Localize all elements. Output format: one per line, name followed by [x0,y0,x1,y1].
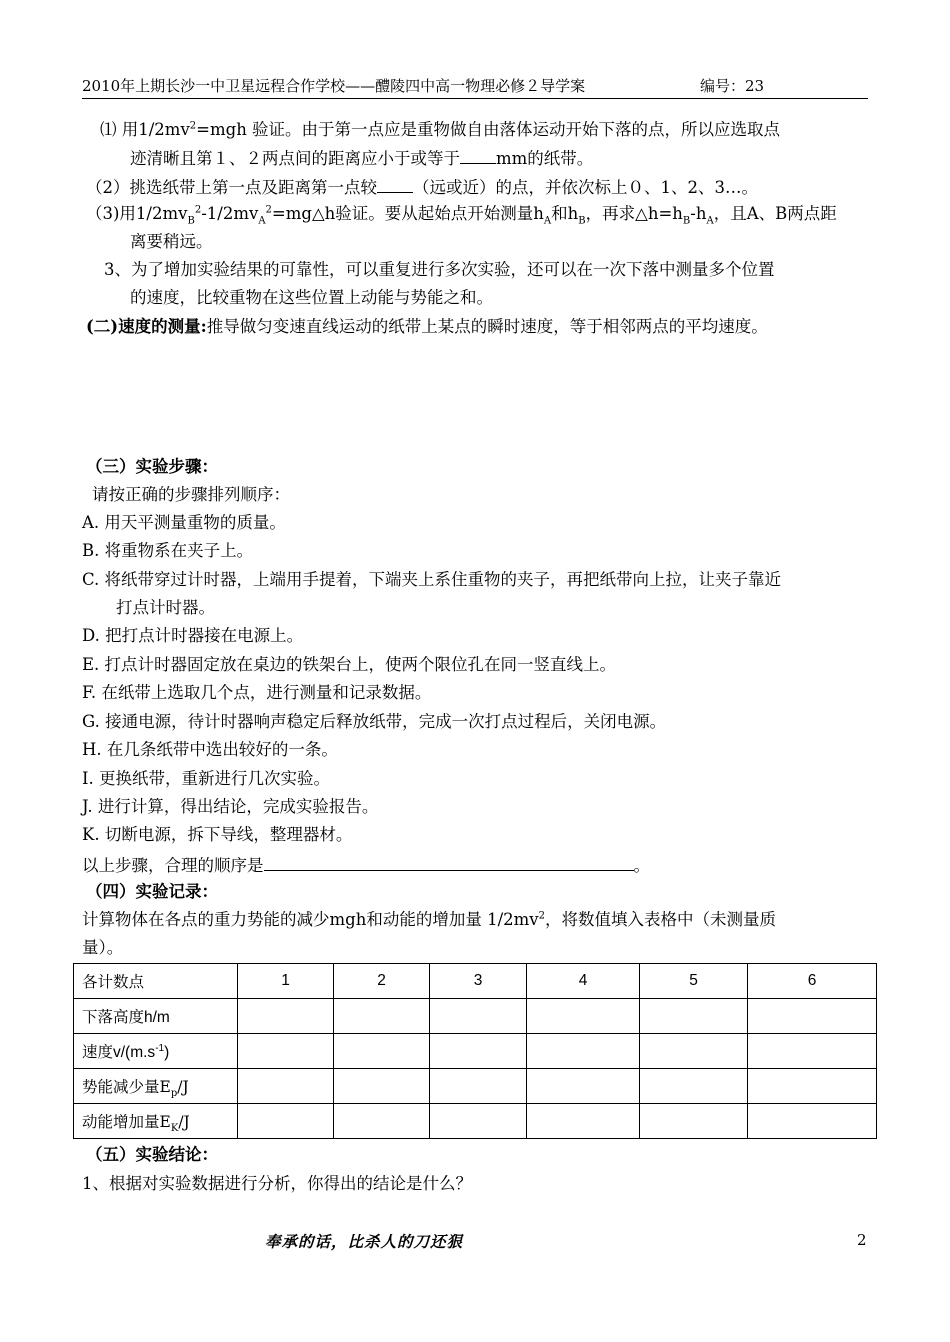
superscript: 2 [538,910,545,922]
table-cell[interactable] [430,1069,527,1104]
method-text: =mgh 验证。由于第一点应是重物做自由落体运动开始下落的点，所以应选取点 [196,120,781,139]
method-line-7: 的速度，比较重物在这些位置上动能与势能之和。 [130,288,493,307]
method-text: （3)用1/2mv [86,204,188,223]
footer-motto: 奉承的话，比杀人的刀还狠 [265,1232,464,1251]
order-text: 。 [633,856,650,875]
steps-heading: （三）实验步骤： [86,457,218,476]
column-header: 1 [238,964,334,999]
row-label-text: /J [178,1113,190,1131]
table-cell[interactable] [334,1034,430,1069]
row-label [74,1104,238,1139]
column-header: 5 [640,964,748,999]
page-header [82,76,868,99]
table-cell[interactable] [527,1104,640,1139]
document-number: 编号：23 [700,77,765,95]
fill-blank-distance[interactable] [460,145,496,164]
subscript: B [682,215,691,227]
order-text: 以上步骤，合理的顺序是 [82,856,264,875]
table-cell[interactable] [748,1069,877,1104]
speed-measurement [86,315,768,339]
step-e: E. 打点计时器固定放在桌边的铁架台上，使两个限位孔在同一竖直线上。 [82,655,617,674]
row-label-text: 动能增加量E [82,1113,171,1131]
record-heading: （四）实验记录： [86,882,218,901]
superscript: 2 [189,120,197,132]
method-line-2 [130,145,593,171]
row-label [74,1034,238,1069]
method-text: （2）挑选纸带上第一点及距离第一点较 [86,178,377,197]
step-j: J. 进行计算，得出结论，完成实验报告。 [82,797,379,816]
method-line-5: 离要稍远。 [130,232,213,251]
table-cell[interactable] [527,1034,640,1069]
subscript: B [578,215,586,227]
method-text: 迹清晰且第１、２两点间的距离应小于或等于 [130,149,460,168]
step-f: F. 在纸带上选取几个点，进行测量和记录数据。 [82,683,432,702]
method-line-1 [100,118,780,142]
column-header: 3 [430,964,527,999]
table-cell[interactable] [430,1034,527,1069]
method-line-4 [86,202,837,226]
row-label-text: 速度v/(m.s [82,1044,156,1061]
subscript: A [258,215,266,227]
steps-intro: 请按正确的步骤排列顺序： [92,485,290,504]
method-text: 和h [551,204,579,223]
table-cell[interactable] [640,1104,748,1139]
table-cell[interactable] [238,1034,334,1069]
table-header-row [74,964,877,999]
step-g: G. 接通电源，待计时器响声稳定后释放纸带，完成一次打点过程后，关闭电源。 [82,712,667,731]
record-table [73,963,877,1139]
subscript: B [187,215,195,227]
table-cell[interactable] [527,999,640,1034]
record-text-2: 量）。 [82,938,124,957]
table-cell[interactable] [238,1104,334,1139]
superscript: -1 [155,1042,165,1054]
fill-blank-order[interactable] [264,852,634,871]
subscript: K [170,1123,179,1135]
table-row [74,999,877,1034]
step-h: H. 在几条纸带中选出较好的一条。 [82,740,338,759]
row-label: 下落高度h/m [74,999,238,1034]
column-header: 4 [527,964,640,999]
column-header: 6 [748,964,877,999]
subscript: A [543,215,552,227]
step-d: D. 把打点计时器接在电源上。 [82,626,304,645]
table-row [74,1104,877,1139]
method-line-6: 3、为了增加实验结果的可靠性，可以重复进行多次实验，还可以在一次下落中测量多个位置 [104,260,775,279]
table-row [74,1034,877,1069]
superscript: 2 [265,204,272,216]
column-header: 2 [334,964,430,999]
row-label [74,1069,238,1104]
table-cell[interactable] [748,999,877,1034]
method-text: ⑴ 用1/2mv [100,120,190,139]
header-title: 2010年上期长沙一中卫星远程合作学校——醴陵四中高一物理必修２导学案 [82,77,586,95]
step-i: I. 更换纸带，重新进行几次实验。 [82,769,331,788]
step-k: K. 切断电源，拆下导线，整理器材。 [82,825,353,844]
table-cell[interactable] [334,1069,430,1104]
method-text: mm的纸带。 [496,149,594,168]
row-label-text: ) [164,1044,170,1061]
method-text: -h [690,204,707,223]
table-cell[interactable] [238,999,334,1034]
subscript: A [706,215,714,227]
step-c-cont: 打点计时器。 [116,598,215,617]
conclusion-question-1: 1、根据对实验数据进行分析，你得出的结论是什么？ [82,1174,472,1193]
step-b: B. 将重物系在夹子上。 [82,541,254,560]
table-row [74,1069,877,1104]
table-cell[interactable] [748,1034,877,1069]
table-cell[interactable] [527,1069,640,1104]
method-text: -1/2mv [201,204,259,223]
record-text-1 [82,908,776,932]
step-a: A. 用天平测量重物的质量。 [82,513,286,532]
table-cell[interactable] [238,1069,334,1104]
speed-heading: (二)速度的测量: [86,317,207,336]
table-cell[interactable] [640,999,748,1034]
method-text: （远或近）的点，并依次标上０、1、2、3…。 [413,178,758,197]
row-label-text: 势能减少量E [82,1078,171,1096]
table-cell[interactable] [640,1034,748,1069]
method-line-3 [86,174,758,200]
step-c: C. 将纸带穿过计时器，上端用手提着，下端夹上系住重物的夹子，再把纸带向上拉，让夹子靠近 [82,570,782,589]
method-text: =mg△h验证。要从起始点开始测量h [271,204,544,223]
table-cell[interactable] [334,1104,430,1139]
table-cell[interactable] [430,1104,527,1139]
step-order [82,852,650,878]
header-cell: 各计数点 [74,964,238,999]
method-text: ，且A、B两点距 [713,204,837,223]
page-number: 2 [857,1231,867,1249]
subscript: p [170,1088,178,1100]
speed-text: 推导做匀变速直线运动的纸带上某点的瞬时速度，等于相邻两点的平均速度。 [206,317,768,336]
table-cell[interactable] [748,1104,877,1139]
record-text: 计算物体在各点的重力势能的减少mgh和动能的增加量 1/2mv [82,910,539,929]
table-cell[interactable] [640,1069,748,1104]
method-text: ，再求△h=h [585,204,683,223]
record-text: ，将数值填入表格中（未测量质 [544,910,776,929]
conclusion-heading: （五）实验结论： [86,1145,218,1164]
table-cell[interactable] [334,999,430,1034]
table-cell[interactable] [430,999,527,1034]
fill-blank-far-near[interactable] [377,174,413,193]
row-label-text: /J [177,1078,189,1096]
superscript: 2 [194,204,202,216]
